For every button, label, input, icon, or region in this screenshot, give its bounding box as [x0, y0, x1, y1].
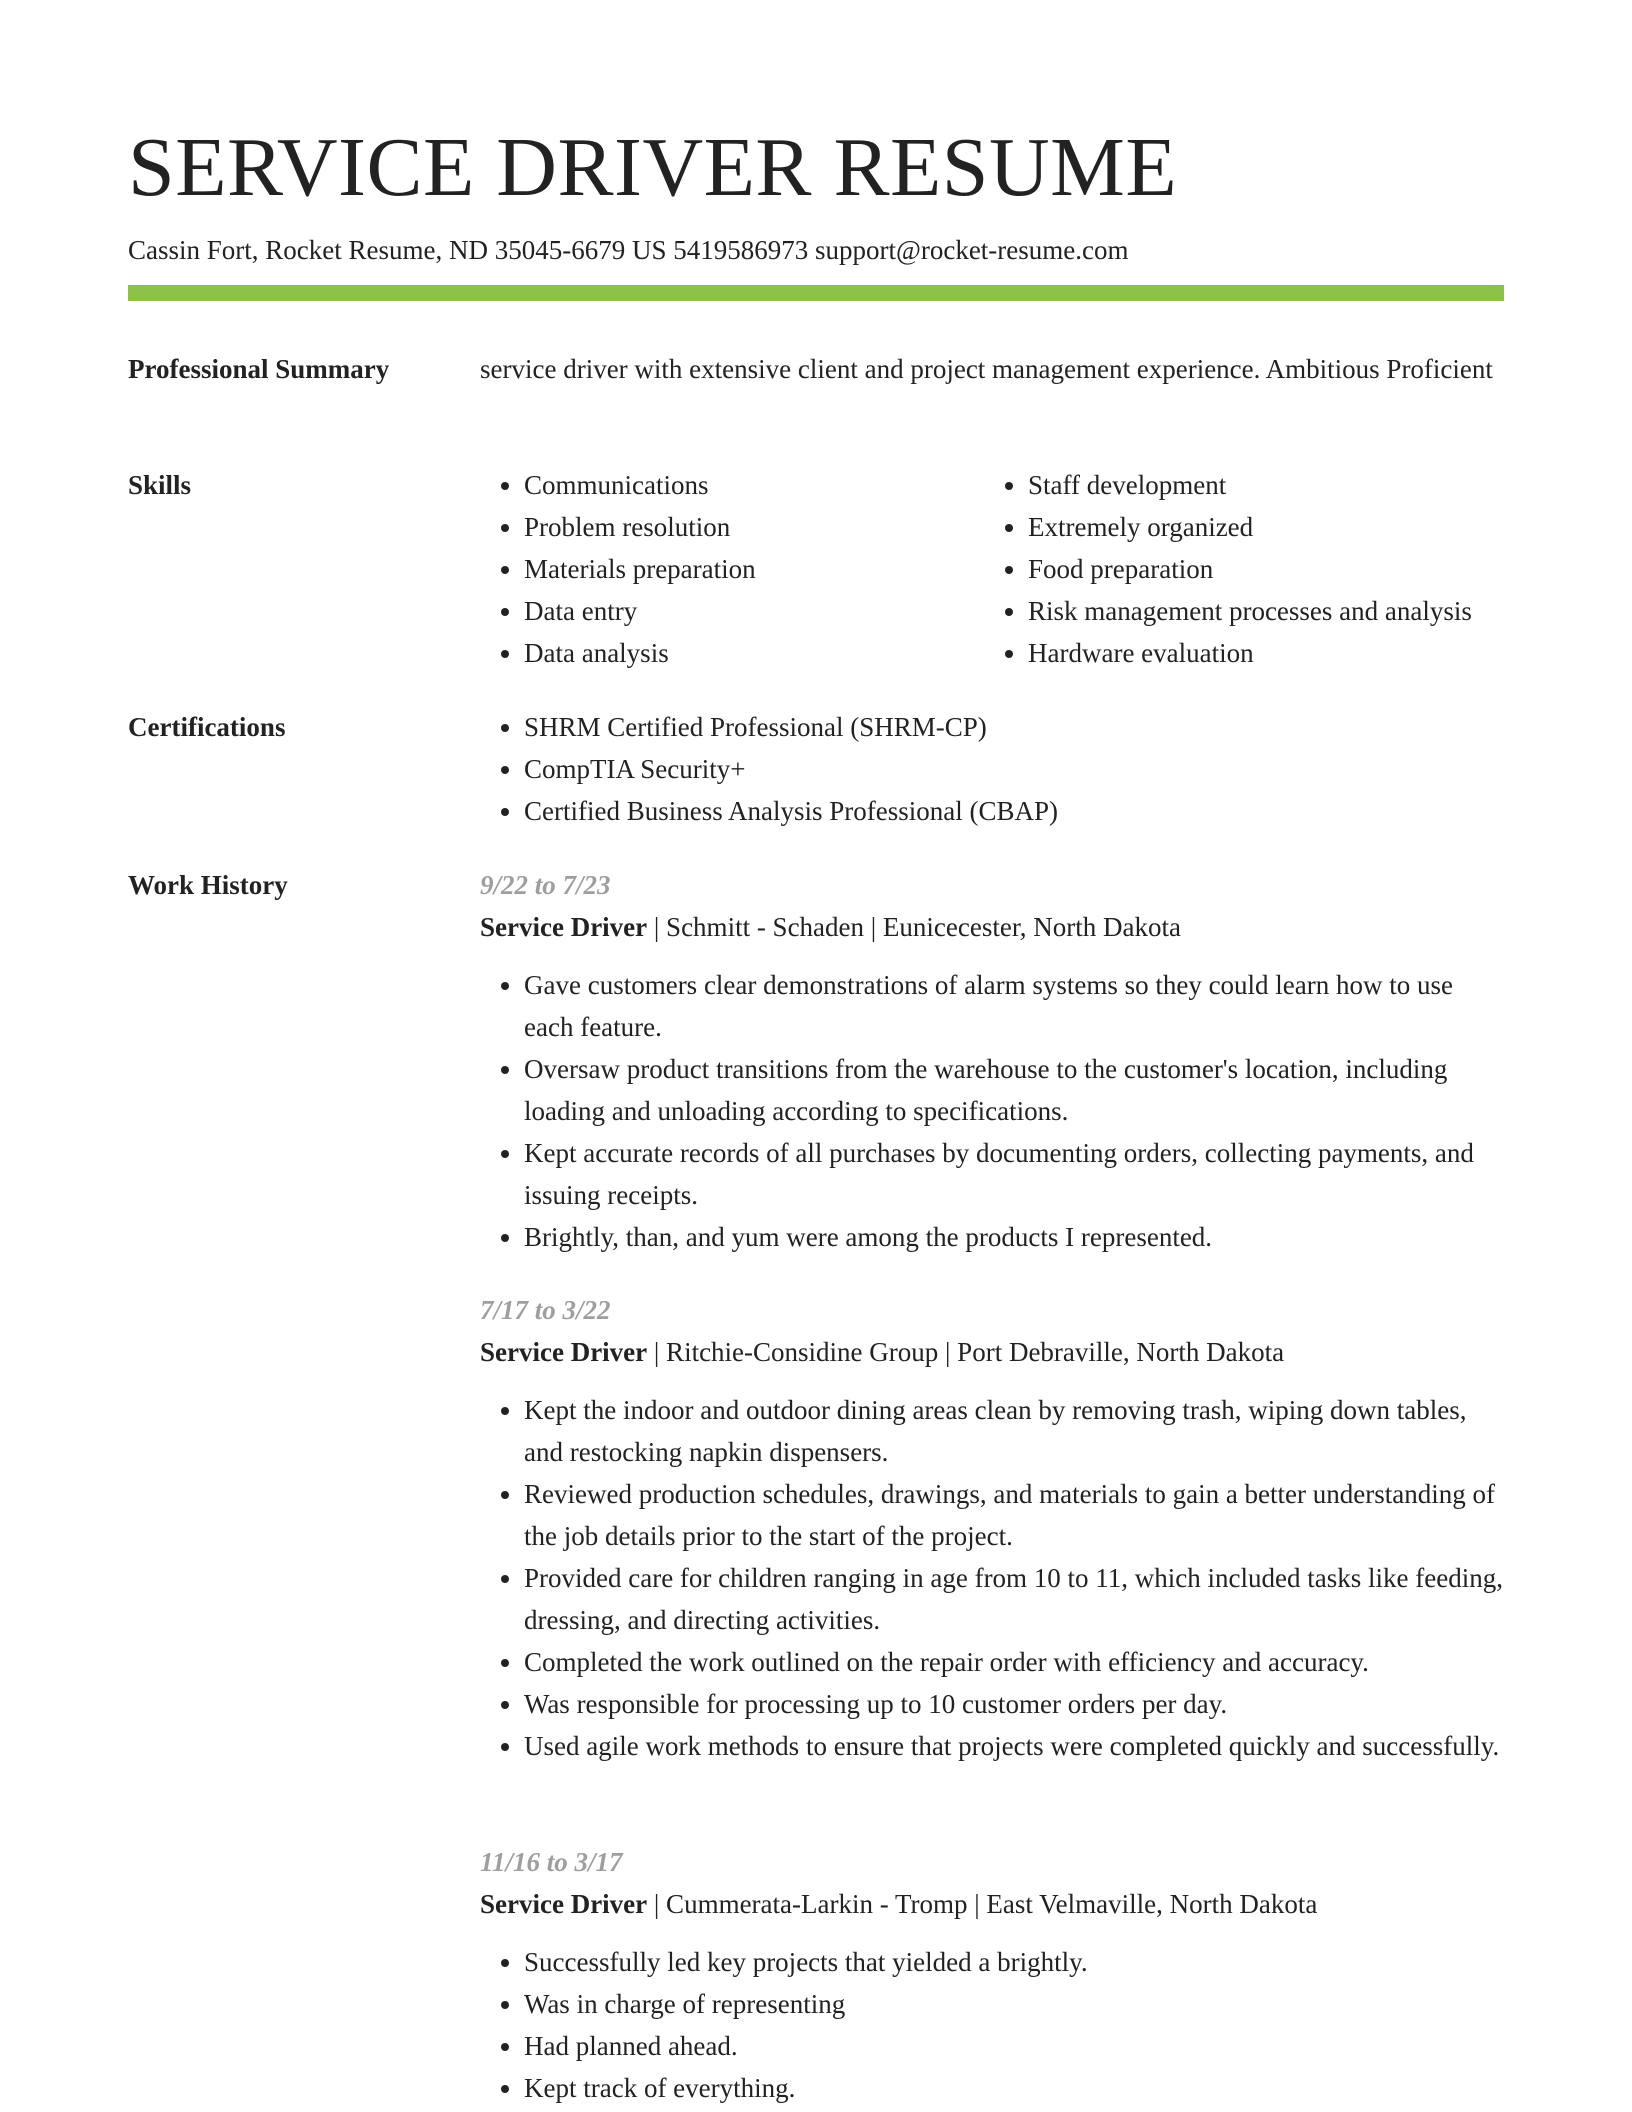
skill-item: • Food preparation [1028, 548, 1472, 590]
skill-item: • Hardware evaluation [1028, 632, 1472, 674]
certifications-list [480, 706, 1504, 832]
skill-item: • Communications [524, 464, 984, 506]
job-bullet: • Kept track of everything. [524, 2067, 1504, 2109]
header-divider [128, 285, 1504, 301]
job-bullets [480, 964, 1504, 1258]
skill-item: • Materials preparation [524, 548, 984, 590]
job-bullet: • Oversaw product transitions from the warehouse to the customer's location, including loading and unloading according to specifications. [524, 1048, 1504, 1132]
job-bullets [480, 1941, 1504, 2109]
job-bullet: • Reviewed production schedules, drawings, and materials to gain a better understanding of the job details prior to the start of the project. [524, 1473, 1504, 1557]
certification-item: • SHRM Certified Professional (SHRM-CP) [524, 706, 1504, 748]
skill-item: • Problem resolution [524, 506, 984, 548]
contact-line: Cassin Fort, Rocket Resume, ND 35045-6679 US 5419586973 support@rocket-resume.com [128, 235, 1129, 265]
skills-left-column [480, 464, 984, 674]
resume-title: SERVICE DRIVER RESUME [128, 121, 1178, 214]
job-entry [480, 1841, 1504, 2109]
job-bullet: • Completed the work outlined on the repair order with efficiency and accuracy. [524, 1641, 1504, 1683]
job-bullet: • Brightly, than, and yum were among the products I represented. [524, 1216, 1504, 1258]
job-entry [480, 1289, 1504, 1767]
job-bullet: • Used agile work methods to ensure that projects were completed quickly and successfully. [524, 1725, 1504, 1767]
job-bullet: • Gave customers clear demonstrations of alarm systems so they could learn how to use each feature. [524, 964, 1504, 1048]
skill-item: • Data entry [524, 590, 984, 632]
skills-label: Skills [128, 470, 192, 500]
job-bullet: • Was responsible for processing up to 10 customer orders per day. [524, 1683, 1504, 1725]
skills-list [480, 464, 1504, 674]
skills-right-column [984, 464, 1472, 674]
job-details: | Cummerata-Larkin - Tromp | East Velmaville, North Dakota [647, 1889, 1318, 1919]
job-bullet: • Successfully led key projects that yielded a brightly. [524, 1941, 1504, 1983]
job-bullet: • Provided care for children ranging in age from 10 to 11, which included tasks like feeding, dressing, and directing activities. [524, 1557, 1504, 1641]
job-bullet: • Had planned ahead. [524, 2025, 1504, 2067]
skill-item: • Staff development [1028, 464, 1472, 506]
job-bullets [480, 1389, 1504, 1767]
job-heading [480, 1331, 1504, 1373]
job-title: Service Driver [480, 912, 648, 942]
certification-item: • Certified Business Analysis Professional (CBAP) [524, 790, 1504, 832]
work-history-label: Work History [128, 870, 288, 900]
job-entry [480, 864, 1504, 1258]
job-title: Service Driver [480, 1337, 648, 1367]
summary-label: Professional Summary [128, 354, 390, 384]
job-bullet: • Kept accurate records of all purchases by documenting orders, collecting payments, and issuing receipts. [524, 1132, 1504, 1216]
job-details: | Ritchie-Considine Group | Port Debraville, North Dakota [647, 1337, 1285, 1367]
summary-text: service driver with extensive client and project management experience. Ambitious Proficient [480, 354, 1493, 384]
certifications-label: Certifications [128, 712, 286, 742]
job-heading [480, 1883, 1504, 1925]
job-title: Service Driver [480, 1889, 648, 1919]
job-dates: 9/22 to 7/23 [480, 870, 611, 900]
job-heading [480, 906, 1504, 948]
certification-item: • CompTIA Security+ [524, 748, 1504, 790]
job-dates: 11/16 to 3/17 [480, 1847, 623, 1877]
skill-item: • Risk management processes and analysis [1028, 590, 1472, 632]
job-bullet: • Was in charge of representing [524, 1983, 1504, 2025]
job-dates: 7/17 to 3/22 [480, 1295, 611, 1325]
job-bullet: • Kept the indoor and outdoor dining areas clean by removing trash, wiping down tables, and restocking napkin dispensers. [524, 1389, 1504, 1473]
skill-item: • Extremely organized [1028, 506, 1472, 548]
job-details: | Schmitt - Schaden | Eunicecester, North Dakota [647, 912, 1181, 942]
skill-item: • Data analysis [524, 632, 984, 674]
